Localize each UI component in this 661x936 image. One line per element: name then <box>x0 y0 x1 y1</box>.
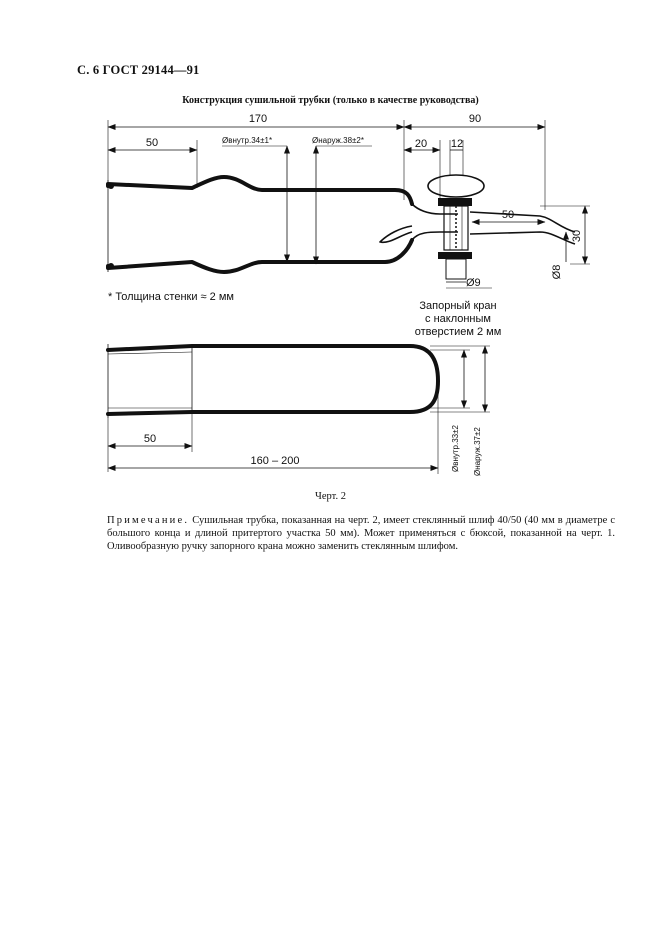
dim-50-top: 50 <box>145 137 159 149</box>
valve <box>428 175 484 279</box>
lower-tube <box>108 344 438 418</box>
page-header: С. 6 ГОСТ 29144—91 <box>77 63 200 77</box>
dim-d9: Ø9 <box>466 277 481 289</box>
wall-thickness-note: * Толщина стенки ≈ 2 мм <box>108 291 234 303</box>
valve-label-line-3: отверстием 2 мм <box>414 326 502 338</box>
dim-50-bottom: 50 <box>143 433 157 445</box>
figure-title: Конструкция сушильной трубки (только в качестве руководства) <box>182 95 479 106</box>
valve-label <box>402 300 514 339</box>
valve-label-line-2: с наклонным <box>425 313 491 325</box>
dim-90: 90 <box>468 113 482 125</box>
note-paragraph <box>107 514 615 553</box>
note-lead: Примечание. <box>107 515 190 526</box>
dim-170: 170 <box>248 113 268 125</box>
dim-20: 20 <box>414 138 428 150</box>
dim-d8: Ø8 <box>551 264 563 280</box>
dim-30: 30 <box>571 229 583 243</box>
dim-outer-diameter: Øнаруж.38±2* <box>312 136 364 145</box>
dim-160-200: 160 – 200 <box>250 455 300 467</box>
valve-label-line-1: Запорный кран <box>419 300 497 312</box>
dim-inner-diameter-bottom: Øвнутр.33±2 <box>451 425 460 472</box>
dim-50-right: 50 <box>501 209 515 221</box>
upper-tube <box>108 177 575 272</box>
note-text: Сушильная трубка, показанная на черт. 2, имеет стеклянный шлиф 40/50 (40 мм в диаметре с большого конца и длиной притертого участка 50 мм). Может применяться с бюксой, показанной на черт. 1. Оливообразную ручку запорного крана можно заменить стеклянным шлифом. <box>107 515 615 552</box>
figure-caption: Черт. 2 <box>315 491 346 502</box>
dim-outer-diameter-bottom: Øнаруж.37±2 <box>473 427 482 476</box>
dim-inner-diameter: Øвнутр.34±1* <box>222 136 273 145</box>
dim-12: 12 <box>450 138 464 150</box>
